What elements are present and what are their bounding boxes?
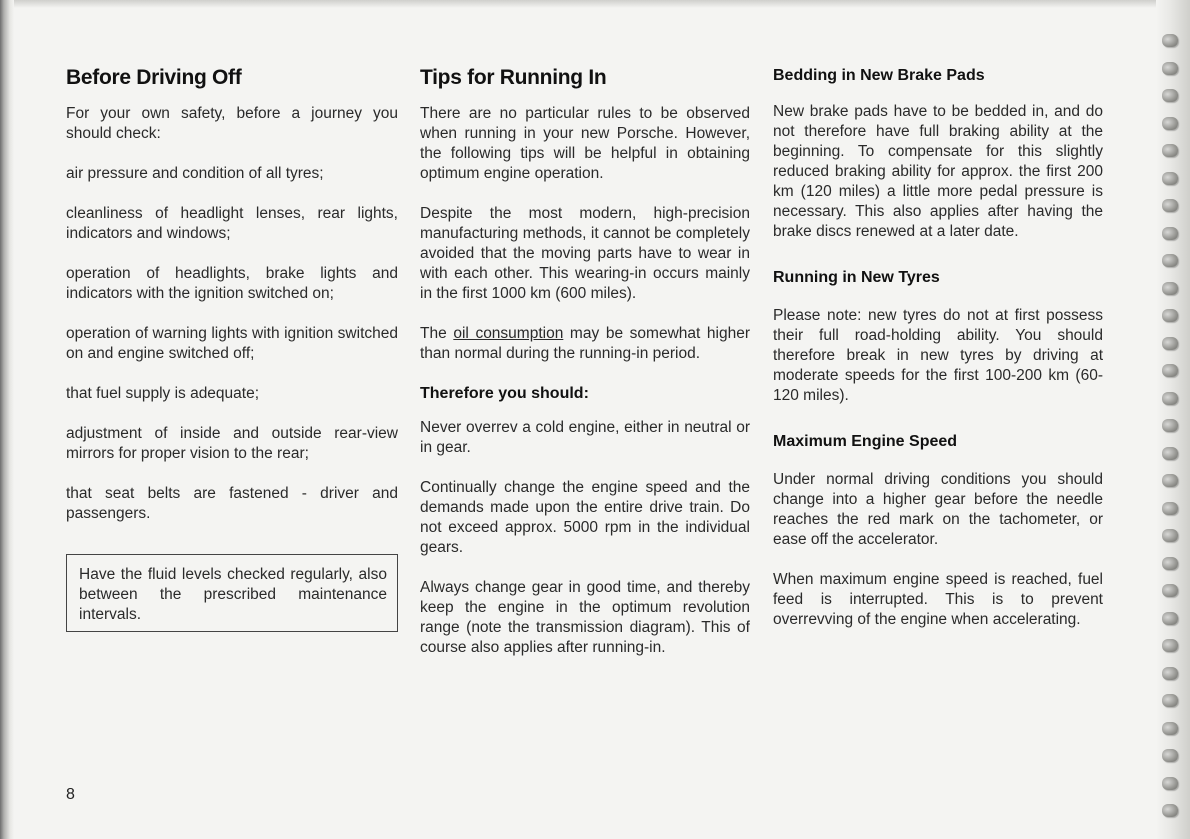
heading-running-in-new-tyres: Running in New Tyres — [773, 269, 940, 286]
page-top-edge — [0, 0, 1190, 8]
binding-ring — [1162, 804, 1178, 817]
binding-ring — [1162, 172, 1178, 185]
binding-ring — [1162, 282, 1178, 295]
paragraph: There are no particular rules to be observed when running in your new Porsche. However, the following tips will be helpful in obtaining optimum engine operation. — [420, 105, 750, 182]
heading-before-driving-off: Before Driving Off — [66, 66, 242, 89]
check-item: cleanliness of headlight lenses, rear lights, indicators and windows; — [66, 205, 398, 242]
binding-ring — [1162, 557, 1178, 570]
binding-ring — [1162, 777, 1178, 790]
binding-ring — [1162, 419, 1178, 432]
check-item: operation of warning lights with ignition switched on and engine switched off; — [66, 325, 398, 362]
check-item: air pressure and condition of all tyres; — [66, 165, 324, 182]
paragraph: Never overrev a cold engine, either in neutral or in gear. — [420, 419, 750, 456]
heading-bedding-brake-pads: Bedding in New Brake Pads — [773, 67, 985, 84]
binding-ring — [1162, 309, 1178, 322]
column-before-driving-off — [66, 60, 398, 632]
binding-ring — [1162, 62, 1178, 75]
check-item: operation of headlights, brake lights and indicators with the ignition switched on; — [66, 265, 398, 302]
paragraph: Despite the most modern, high-precision manufacturing methods, it cannot be completely avoided that the moving parts have to wear in with each other. This wearing-in occurs mainly in the first 1000 km (600 miles). — [420, 205, 750, 302]
binding-ring — [1162, 447, 1178, 460]
binding-ring — [1162, 722, 1178, 735]
binding-ring — [1162, 117, 1178, 130]
check-item: adjustment of inside and outside rear-view mirrors for proper vision to the rear; — [66, 425, 398, 462]
binding-ring — [1162, 474, 1178, 487]
binding-ring — [1162, 529, 1178, 542]
paragraph: Under normal driving conditions you should change into a higher gear before the needle reaches the red mark on the tachometer, or ease off the accelerator. — [773, 471, 1103, 548]
paragraph: When maximum engine speed is reached, fuel feed is interrupted. This is to prevent overrevving of the engine when accelerating. — [773, 571, 1103, 628]
check-item: that seat belts are fastened - driver and passengers. — [66, 485, 398, 522]
binding-ring — [1162, 392, 1178, 405]
check-item: that fuel supply is adequate; — [66, 385, 260, 402]
paragraph-text: may be somewhat higher than normal during the running-in period. — [420, 325, 751, 362]
binding-ring — [1162, 89, 1178, 102]
binding-ring — [1162, 639, 1178, 652]
paragraph: New brake pads have to be bedded in, and do not therefore have full braking ability at the beginning. To compensate for this slightly reduced braking ability for approx. the first 200 km (120 miles) a little more pedal pressure is necessary. This also applies after having the brake discs renewed at a later date. — [773, 103, 1103, 240]
binding-ring — [1162, 199, 1178, 212]
binding-ring — [1162, 502, 1178, 515]
binding-ring — [1162, 34, 1178, 47]
fluid-levels-note-box: Have the fluid levels checked regularly, also between the prescribed maintenance intervals. — [66, 554, 398, 632]
binding-ring — [1162, 694, 1178, 707]
binding-ring — [1162, 584, 1178, 597]
binding-ring — [1162, 227, 1178, 240]
binding-ring — [1162, 612, 1178, 625]
oil-consumption-paragraph — [420, 324, 750, 364]
paragraph-text: The — [420, 325, 454, 342]
intro-text: For your own safety, before a journey you should check: — [66, 105, 398, 142]
page-left-edge — [0, 0, 14, 839]
spiral-binding — [1156, 0, 1190, 839]
binding-ring — [1162, 667, 1178, 680]
column-brakes-tyres-engine — [773, 64, 1103, 650]
binding-ring — [1162, 749, 1178, 762]
binding-ring — [1162, 254, 1178, 267]
binding-ring — [1162, 364, 1178, 377]
heading-tips-for-running-in: Tips for Running In — [420, 66, 607, 89]
paragraph: Please note: new tyres do not at first possess their full road-holding ability. You should therefore break in new tyres by driving at moderate speeds for the first 100-200 km (60-120 miles). — [773, 307, 1103, 404]
page-number: 8 — [66, 786, 75, 803]
paragraph: Always change gear in good time, and thereby keep the engine in the optimum revolution range (note the transmission diagram). This of course also applies after running-in. — [420, 579, 750, 656]
paragraph: Continually change the engine speed and the demands made upon the entire drive train. Do not exceed approx. 5000 rpm in the individual gears. — [420, 479, 750, 556]
oil-consumption-link[interactable]: oil consumption — [453, 325, 564, 342]
binding-ring — [1162, 337, 1178, 350]
heading-maximum-engine-speed: Maximum Engine Speed — [773, 433, 958, 450]
column-tips-for-running-in — [420, 60, 750, 678]
subheading-therefore-you-should: Therefore you should: — [420, 385, 589, 402]
binding-ring — [1162, 144, 1178, 157]
